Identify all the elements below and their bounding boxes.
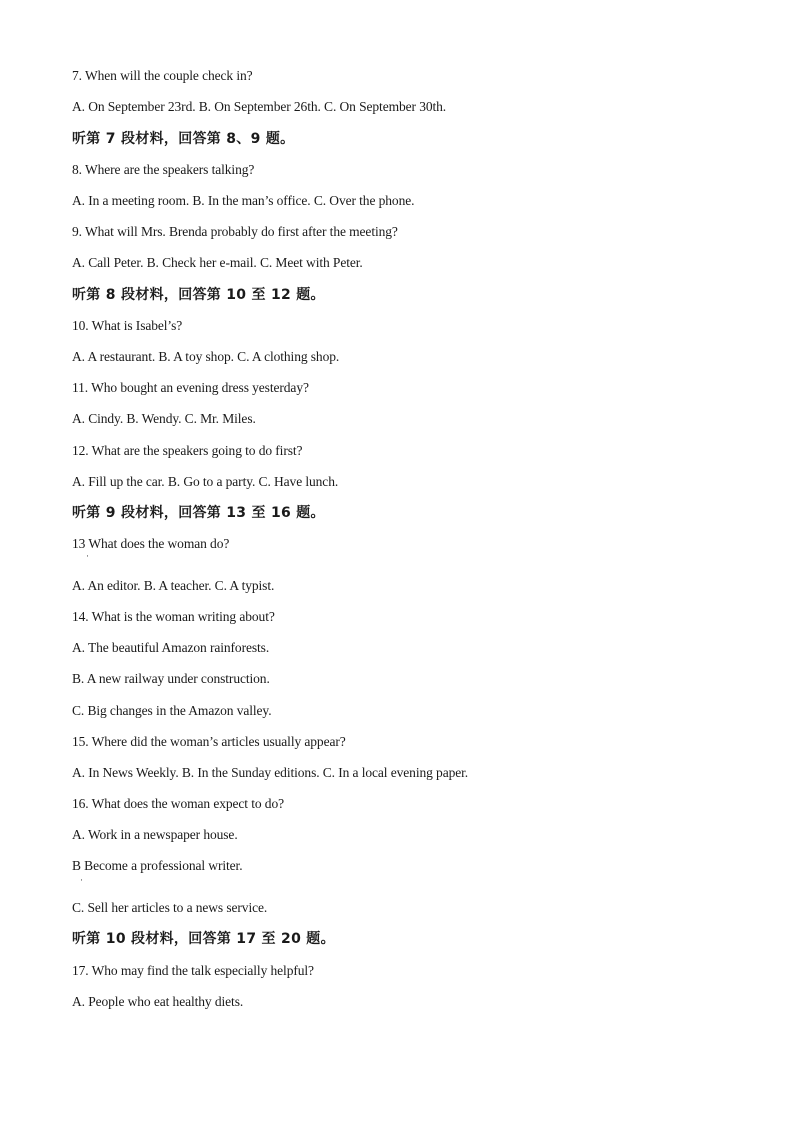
question-14-option-a: A. The beautiful Amazon rainforests.	[72, 640, 270, 655]
section-heading-8: 听第 8 段材料，回答第 10 至 12 题。	[72, 287, 325, 303]
section-heading-7: 听第 7 段材料，回答第 8、9 题。	[72, 131, 295, 147]
stray-dot-mark: ·	[86, 551, 89, 561]
question-17: 17. Who may find the talk especially helpful?	[72, 963, 314, 978]
section-heading-9: 听第 9 段材料，回答第 13 至 16 题。	[72, 505, 325, 521]
question-10-options: A. A restaurant. B. A toy shop. C. A clothing shop.	[72, 349, 340, 364]
question-8-options: A. In a meeting room. B. In the man’s office. C. Over the phone.	[72, 193, 415, 208]
question-13: 13 What does the woman do?	[72, 536, 230, 551]
question-12-options: A. Fill up the car. B. Go to a party. C. Have lunch.	[72, 474, 339, 489]
question-14-option-c: C. Big changes in the Amazon valley.	[72, 703, 272, 718]
question-16-option-a: A. Work in a newspaper house.	[72, 827, 238, 842]
question-16: 16. What does the woman expect to do?	[72, 796, 284, 811]
question-15-options: A. In News Weekly. B. In the Sunday editions. C. In a local evening paper.	[72, 765, 469, 780]
question-7: 7. When will the couple check in?	[72, 68, 253, 83]
question-16-option-b: B Become a professional writer.	[72, 858, 243, 873]
question-14: 14. What is the woman writing about?	[72, 609, 275, 624]
question-14-option-b: B. A new railway under construction.	[72, 671, 270, 686]
question-12: 12. What are the speakers going to do first?	[72, 443, 303, 458]
question-9-options: A. Call Peter. B. Check her e-mail. C. Meet with Peter.	[72, 255, 363, 270]
question-7-options: A. On September 23rd. B. On September 26th. C. On September 30th.	[72, 99, 447, 114]
stray-dot-mark: ·	[80, 875, 83, 885]
question-9: 9. What will Mrs. Brenda probably do first after the meeting?	[72, 224, 398, 239]
question-15: 15. Where did the woman’s articles usually appear?	[72, 734, 346, 749]
section-heading-10: 听第 10 段材料，回答第 17 至 20 题。	[72, 931, 335, 947]
question-17-option-a: A. People who eat healthy diets.	[72, 994, 244, 1009]
question-16-option-c: C. Sell her articles to a news service.	[72, 900, 268, 915]
question-8: 8. Where are the speakers talking?	[72, 162, 255, 177]
question-11-options: A. Cindy. B. Wendy. C. Mr. Miles.	[72, 411, 256, 426]
question-13-options: A. An editor. B. A teacher. C. A typist.	[72, 578, 275, 593]
question-10: 10. What is Isabel’s?	[72, 318, 183, 333]
question-11: 11. Who bought an evening dress yesterday?	[72, 380, 309, 395]
